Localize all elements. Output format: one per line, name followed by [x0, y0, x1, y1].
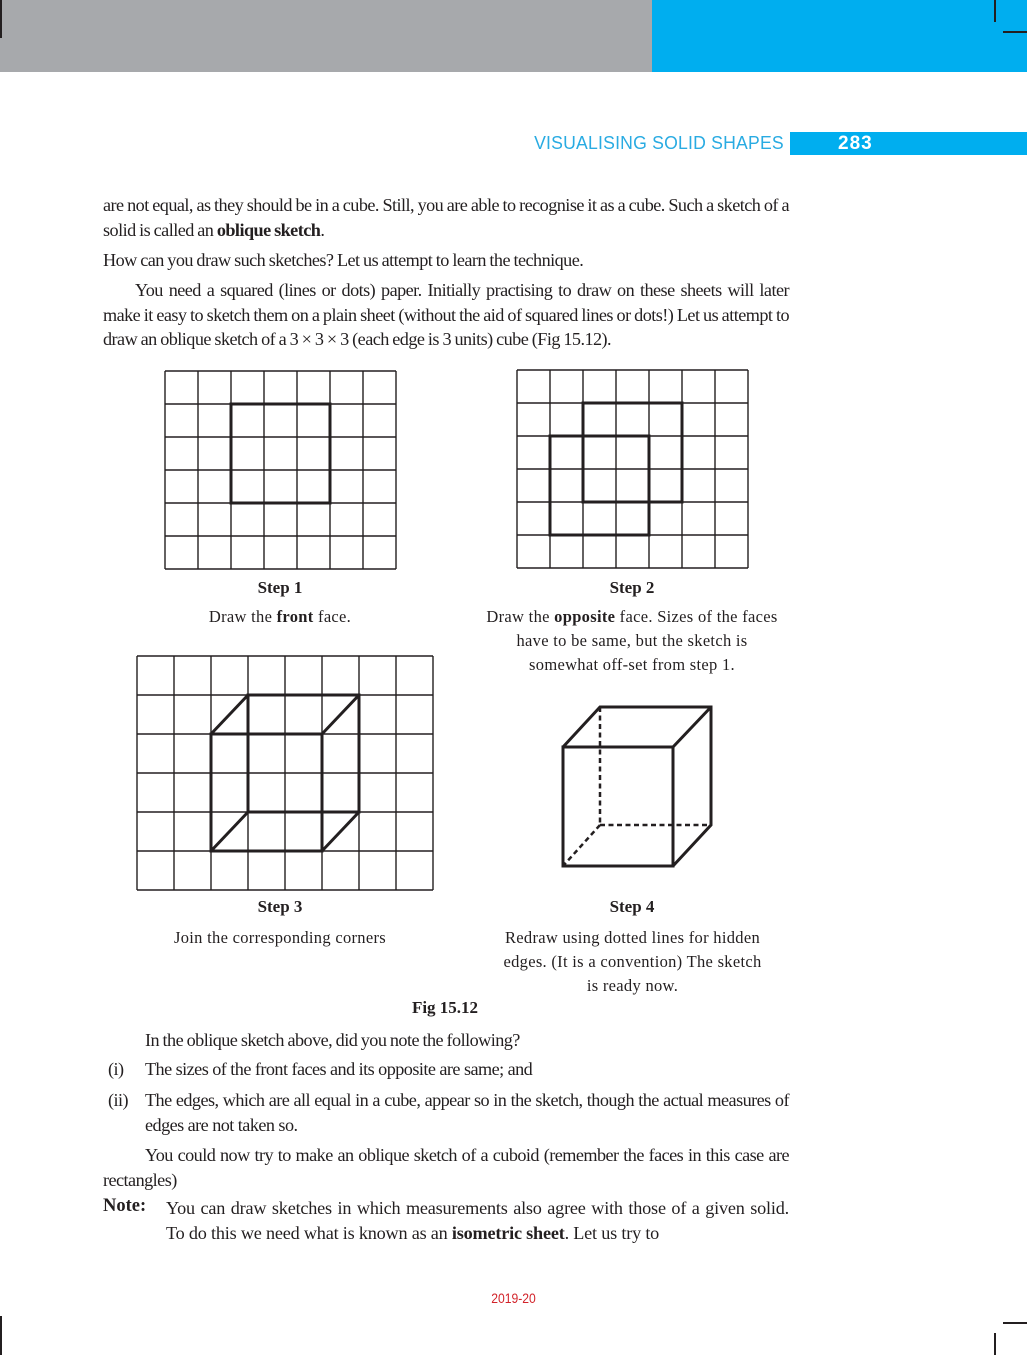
paragraph-squared-paper: You need a squared (lines or dots) paper. Initially practising to draw on these sheets will later make it easy to sketch them on a plain sheet (without the aid of squared lines or dots!) Let us attempt to draw an oblique sketch of a 3 × 3 × 3 (each edge is 3 units) cube (Fig 15.12).	[103, 280, 789, 349]
running-title: VISUALISING SOLID SHAPES	[534, 133, 784, 153]
step3-title: Step 3	[257, 897, 303, 916]
paragraph-note-following: In the oblique sketch above, did you note the following?	[145, 1030, 520, 1050]
step1-grid-figure	[165, 371, 396, 569]
crop-mark-bottom-right-vertical	[994, 1333, 996, 1355]
paragraph-how-to: How can you draw such sketches? Let us attempt to learn the technique.	[103, 250, 584, 270]
desc-bold: opposite	[554, 607, 616, 626]
desc-text: face. Sizes of the faces have to be same, but the sketch is somewhat off-set from step 1.	[516, 607, 778, 674]
header-gray-bar	[0, 0, 652, 72]
step1-title: Step 1	[257, 578, 303, 597]
desc-text: face.	[313, 607, 352, 626]
crop-mark-bottom-right-horizontal	[1003, 1322, 1027, 1324]
list-marker: (ii)	[108, 1090, 129, 1110]
desc-bold: front	[276, 607, 314, 626]
crop-mark-bottom-left	[0, 1316, 2, 1355]
step4-title: Step 4	[609, 897, 655, 916]
crop-mark-top-right-vertical	[994, 0, 996, 22]
paragraph-text: are not equal, as they should be in a cube. Still, you are able to recognise it as a cube. Such a sketch of a solid is called an	[103, 195, 789, 240]
corner-join-line	[322, 695, 359, 734]
list-text: The sizes of the front faces and its opposite are same; and	[145, 1059, 533, 1079]
note-text-part: You can draw sketches in which measurements also agree with those of a given solid. To do this we need what is known as an	[166, 1198, 789, 1243]
hidden-edge	[563, 825, 600, 866]
crop-mark-top-left	[0, 0, 2, 38]
paragraph-oblique-sketch	[103, 193, 789, 242]
corner-join-line	[211, 695, 248, 734]
face-square	[231, 404, 330, 503]
desc-text: Draw the	[208, 607, 277, 626]
step2-grid-figure	[517, 370, 748, 568]
face-square	[583, 403, 682, 502]
visible-edge	[673, 707, 711, 747]
note-text	[166, 1196, 789, 1246]
step4-description: Redraw using dotted lines for hidden edges. (It is a convention) The sketch is ready now.	[503, 928, 762, 995]
paragraph-text: .	[320, 219, 325, 240]
term-oblique-sketch: oblique sketch	[216, 219, 321, 240]
paragraph-cuboid: You could now try to make an oblique sketch of a cuboid (remember the faces in this case are rectangles)	[103, 1145, 789, 1190]
desc-text: Draw the	[486, 607, 555, 626]
front-face	[563, 747, 673, 866]
step4-cube-figure	[555, 700, 720, 875]
step1-description	[130, 605, 430, 629]
page-number: 283	[838, 133, 873, 154]
note-label: Note:	[103, 1196, 147, 1216]
list-marker: (i)	[108, 1059, 124, 1079]
corner-join-line	[211, 812, 248, 851]
term-isometric-sheet: isometric sheet	[451, 1223, 565, 1243]
corner-join-line	[322, 812, 359, 851]
step3-description: Join the corresponding corners	[174, 928, 386, 947]
header-blue-bar	[652, 0, 1027, 72]
face-square-offset	[550, 436, 649, 535]
page-number-band	[790, 132, 1027, 155]
list-text: The edges, which are all equal in a cube, appear so in the sketch, though the actual measures of edges are not taken so.	[145, 1090, 789, 1135]
step3-grid-figure	[137, 656, 433, 891]
crop-mark-top-right-horizontal	[1003, 31, 1027, 33]
figure-caption: Fig 15.12	[411, 998, 479, 1017]
step2-description	[483, 605, 781, 677]
note-text-part: . Let us try to	[564, 1223, 660, 1243]
step2-title: Step 2	[609, 578, 655, 597]
footer-year: 2019-20	[491, 1291, 536, 1306]
